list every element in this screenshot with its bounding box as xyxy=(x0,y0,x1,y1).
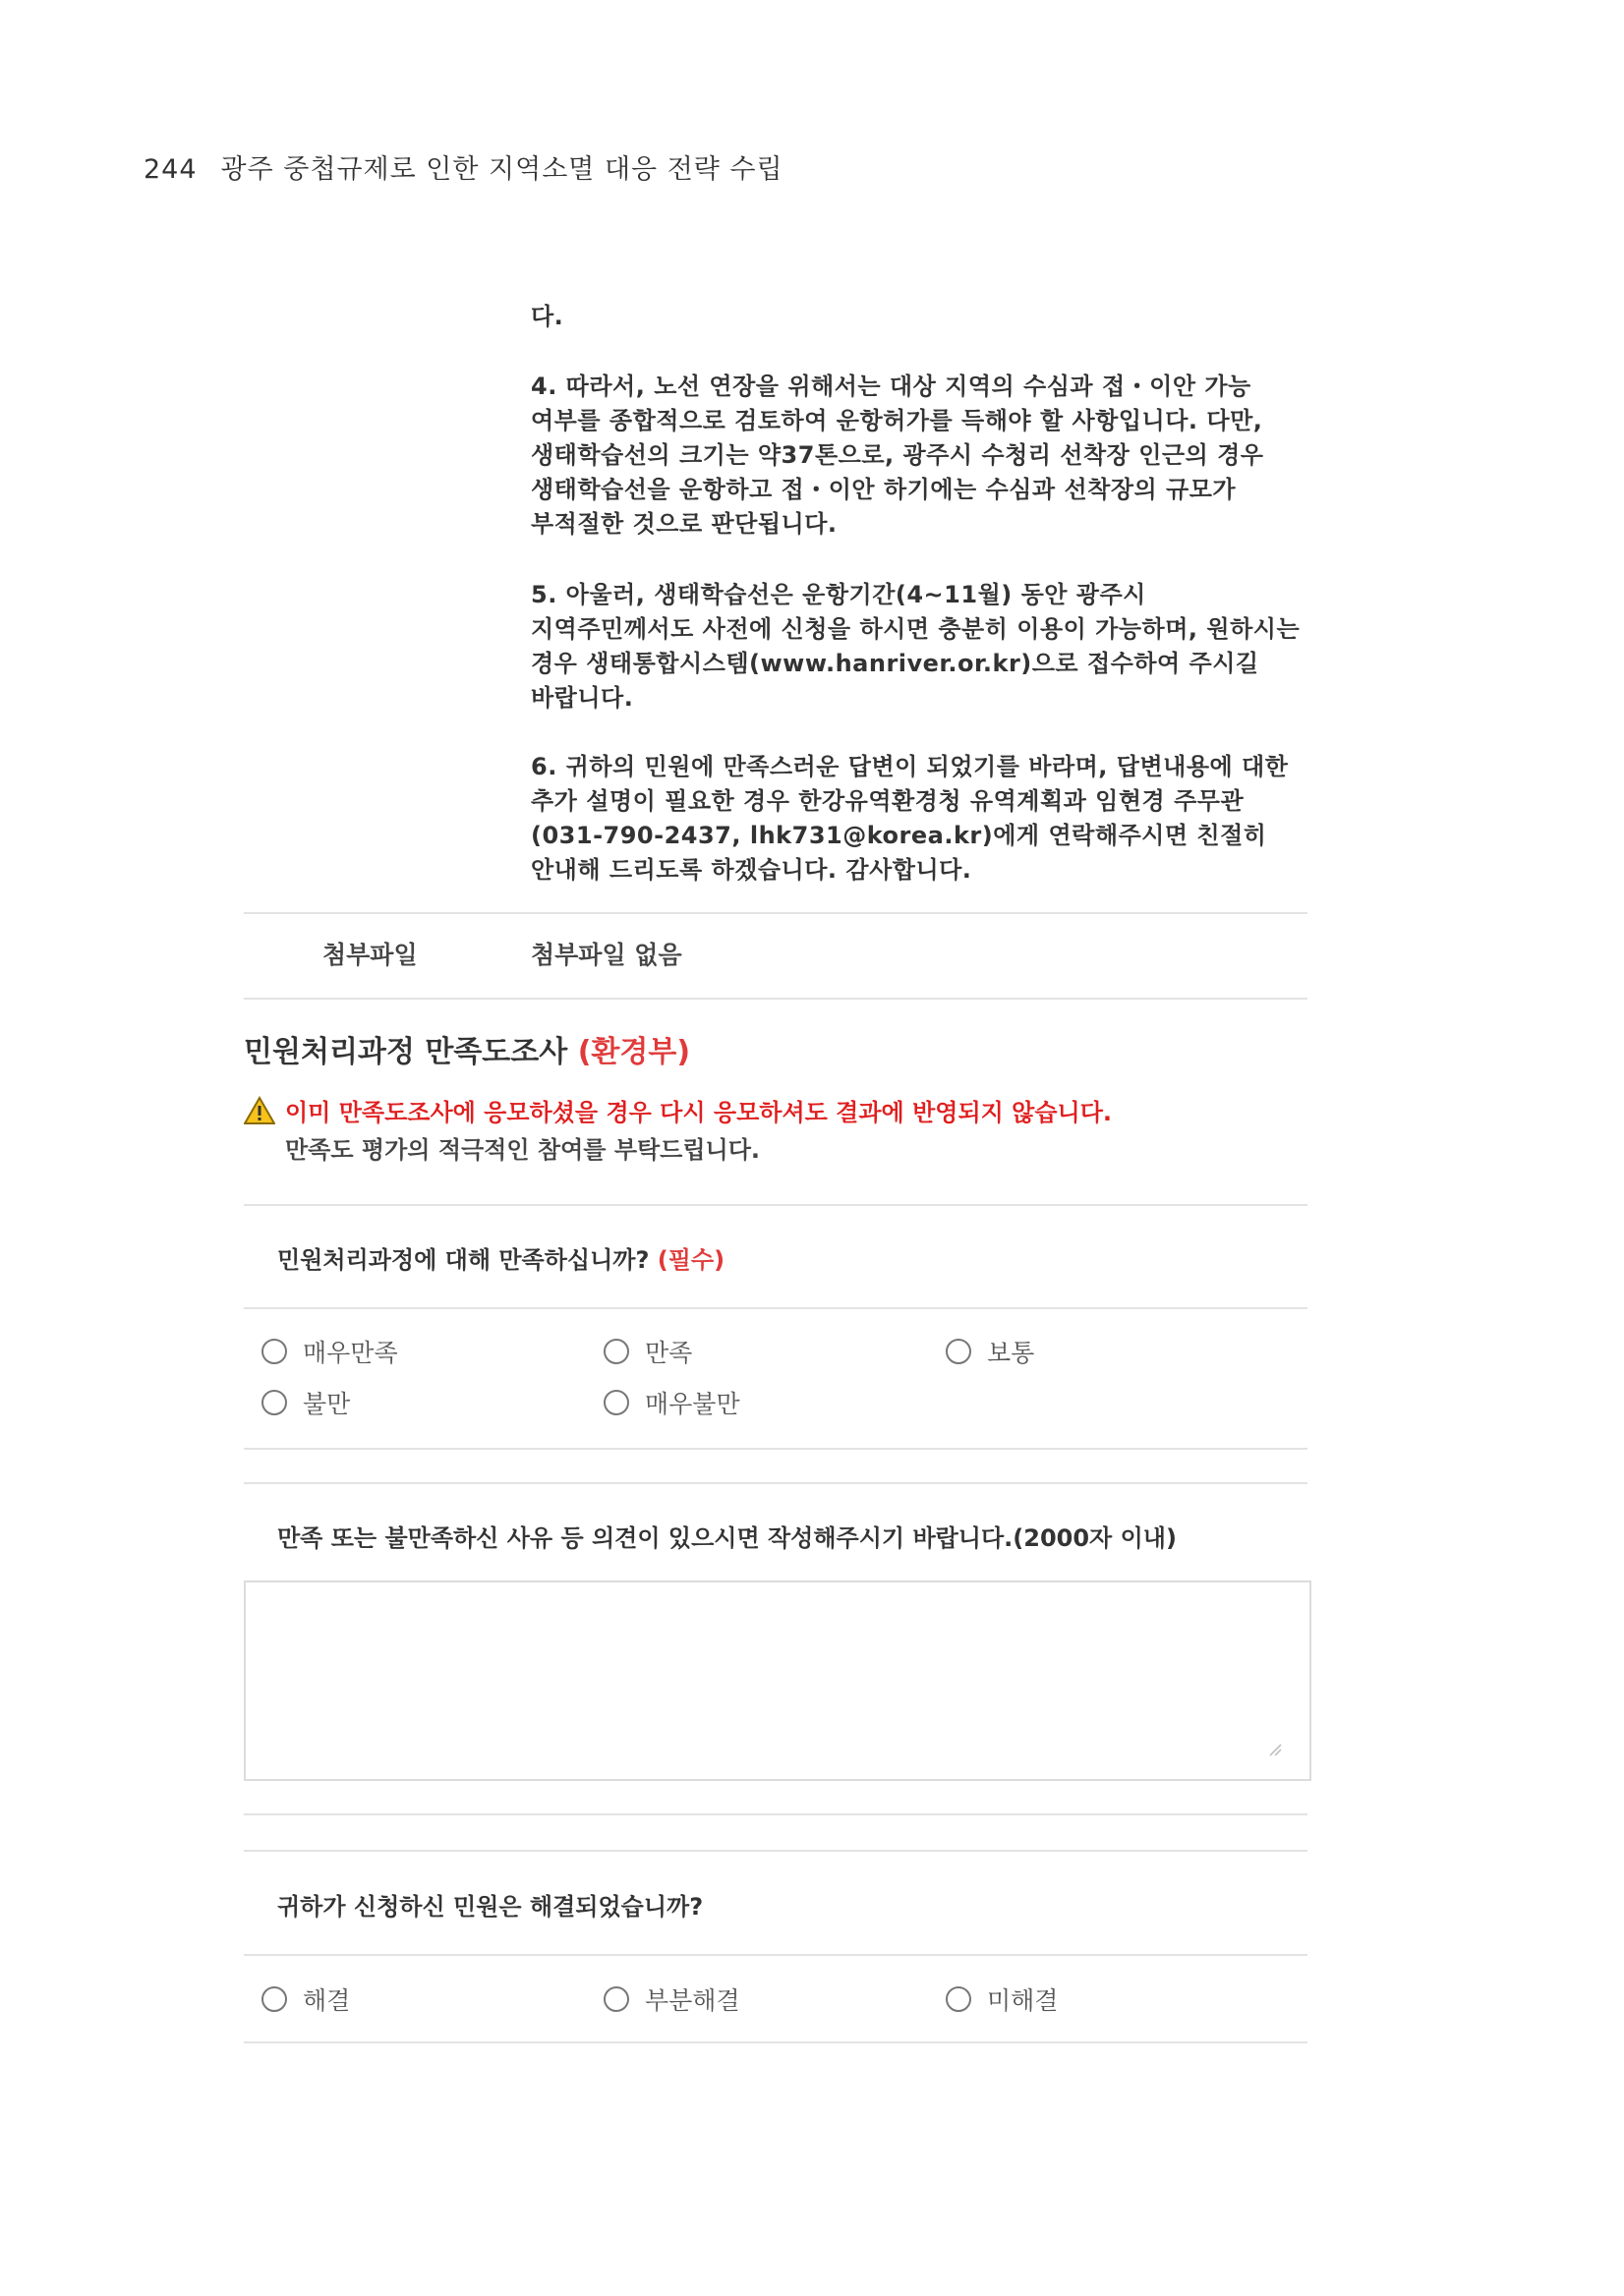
warning-notice xyxy=(244,1093,1112,1127)
radio-unresolved[interactable] xyxy=(946,1981,1058,2017)
question-satisfaction-label: 민원처리과정에 대해 만족하십니까? xyxy=(277,1246,650,1274)
opinion-textarea[interactable] xyxy=(244,1580,1311,1781)
radio-label: 미해결 xyxy=(987,1986,1059,2015)
reply-paragraph-6 xyxy=(531,750,1307,888)
required-badge: (필수) xyxy=(657,1246,725,1274)
attachment-value: 첨부파일 없음 xyxy=(531,941,682,969)
warning-icon xyxy=(244,1096,275,1125)
survey-dept: (환경부) xyxy=(577,1035,691,1069)
question-resolved: 귀하가 신청하신 민원은 해결되었습니까? xyxy=(277,1893,704,1921)
radio-circle[interactable] xyxy=(261,1986,287,2012)
divider xyxy=(244,1448,1307,1450)
resize-grip-icon[interactable] xyxy=(1268,1743,1282,1756)
question-satisfaction xyxy=(277,1240,725,1275)
radio-neutral[interactable] xyxy=(946,1334,1034,1369)
radio-very-satisfied[interactable] xyxy=(261,1334,398,1369)
divider xyxy=(244,1813,1307,1815)
reply-paragraph-5 xyxy=(531,578,1307,716)
radio-circle[interactable] xyxy=(604,1986,629,2012)
radio-very-dissatisfied[interactable] xyxy=(604,1385,740,1420)
radio-circle[interactable] xyxy=(604,1339,629,1364)
reply-paragraph-4-text: 4. 따라서, 노선 연장을 위해서는 대상 지역의 수심과 접・이안 가능 여부를 종합적으로 검토하여 운항허가를 득해야 할 사항입니다. 다만, 생태학습선의 크기는 약37톤으로, 광주시 수청리 선착장 인근의 경우 생태학습선을 운항하고 접・이안 하기에는 수심과 선착장의 규모가 부적절한 것으로 판단됩니다. xyxy=(531,373,1264,538)
radio-circle[interactable] xyxy=(604,1390,629,1415)
divider xyxy=(244,998,1307,1000)
radio-label: 매우만족 xyxy=(303,1339,398,1367)
warning-text: 이미 만족도조사에 응모하셨을 경우 다시 응모하셔도 결과에 반영되지 않습니다. xyxy=(285,1099,1113,1126)
attachment-label: 첨부파일 xyxy=(322,941,418,969)
radio-dissatisfied[interactable] xyxy=(261,1385,350,1420)
radio-circle[interactable] xyxy=(261,1339,287,1364)
radio-circle[interactable] xyxy=(946,1339,971,1364)
warning-subtext: 만족도 평가의 적극적인 참여를 부탁드립니다. xyxy=(285,1136,761,1164)
radio-label: 매우불만 xyxy=(645,1390,740,1418)
radio-label: 부분해결 xyxy=(645,1986,740,2015)
page-header xyxy=(144,147,783,186)
radio-label: 만족 xyxy=(645,1339,693,1367)
divider xyxy=(244,1204,1307,1206)
radio-circle[interactable] xyxy=(261,1390,287,1415)
survey-title-text: 민원처리과정 만족도조사 xyxy=(244,1035,568,1069)
document-title: 광주 중첩규제로 인한 지역소멸 대응 전략 수립 xyxy=(220,154,783,185)
radio-label: 보통 xyxy=(987,1339,1035,1367)
divider xyxy=(244,2041,1307,2043)
divider xyxy=(244,912,1307,914)
divider xyxy=(244,1850,1307,1852)
divider xyxy=(244,1482,1307,1484)
radio-satisfied[interactable] xyxy=(604,1334,692,1369)
divider xyxy=(244,1307,1307,1309)
survey-title xyxy=(244,1027,690,1070)
reply-paragraph-5-text: 5. 아울러, 생태학습선은 운항기간(4~11월) 동안 광주시 지역주민께서도 사전에 신청을 하시면 충분히 이용이 가능하며, 원하시는 경우 생태통합시스템(www.hanriver.or.kr)으로 접수하여 주시길 바랍니다. xyxy=(531,581,1301,712)
divider xyxy=(244,1954,1307,1956)
page-number: 244 xyxy=(144,154,198,185)
radio-resolved[interactable] xyxy=(261,1981,350,2017)
reply-fragment: 다. xyxy=(531,303,564,330)
radio-label: 불만 xyxy=(303,1390,351,1418)
question-opinion: 만족 또는 불만족하신 사유 등 의견이 있으시면 작성해주시기 바랍니다.(2000자 이내) xyxy=(277,1524,1177,1552)
radio-circle[interactable] xyxy=(946,1986,971,2012)
reply-paragraph-6-text: 6. 귀하의 민원에 만족스러운 답변이 되었기를 바라며, 답변내용에 대한 추가 설명이 필요한 경우 한강유역환경청 유역계획과 임현경 주무관(031-790-2437, lhk731@korea.kr)에게 연락해주시면 친절히 안내해 드리도록 하겠습니다. 감사합니다. xyxy=(531,753,1289,884)
radio-label: 해결 xyxy=(303,1986,351,2015)
reply-paragraph-4 xyxy=(531,370,1307,542)
radio-partially-resolved[interactable] xyxy=(604,1981,740,2017)
